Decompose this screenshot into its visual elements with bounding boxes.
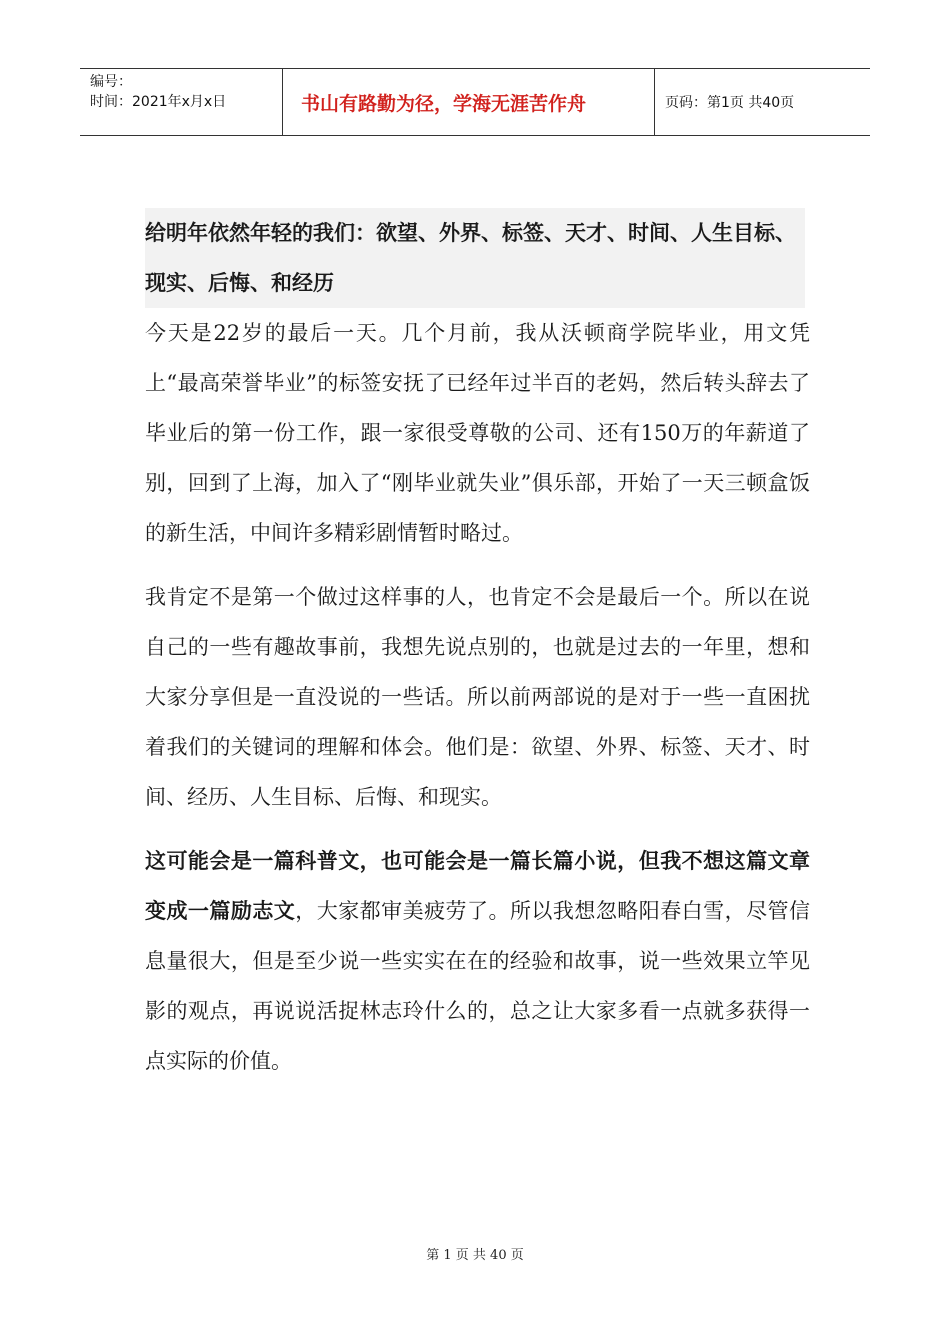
article-body bbox=[145, 208, 810, 1086]
paragraph-spacer bbox=[145, 558, 810, 572]
paragraph-spacer bbox=[145, 822, 810, 836]
paragraph-2: 我肯定不是第一个做过这样事的人，也肯定不会是最后一个。所以在说自己的一些有趣故事前，我想先说点别的，也就是过去的一年里，想和大家分享但是一直没说的一些话。所以前两部说的是对于一些一直困扰着我们的关键词的理解和体会。他们是：欲望、外界、标签、天才、时间、经历、人生目标、后悔、和现实。 bbox=[145, 585, 810, 809]
header-motto: 书山有路勤为径，学海无涯苦作舟 bbox=[283, 69, 655, 135]
page-footer: 第 1 页 共 40 页 bbox=[426, 1248, 524, 1263]
page-header bbox=[80, 68, 870, 136]
header-meta bbox=[80, 69, 283, 135]
header-page-info: 页码：第1页 共40页 bbox=[665, 95, 795, 111]
paragraph-3-bold: 这可能会是一篇科普文，也可能会是一篇长篇小说，但我不想这篇文章变成一篇励志文 bbox=[145, 849, 810, 923]
paragraph-1: 今天是22岁的最后一天。几个月前，我从沃顿商学院毕业，用文凭上“最高荣誉毕业”的标签安抚了已经年过半百的老妈，然后转头辞去了毕业后的第一份工作，跟一家很受尊敬的公司、还有150万的年薪道了别，回到了上海，加入了“刚毕业就失业”俱乐部，开始了一天三顿盒饭的新生活，中间许多精彩剧情暂时略过。 bbox=[145, 321, 810, 545]
paragraph-3 bbox=[145, 836, 810, 1086]
article-title: 给明年依然年轻的我们：欲望、外界、标签、天才、时间、人生目标、现实、后悔、和经历 bbox=[145, 208, 805, 308]
date-label: 时间：2021年x月x日 bbox=[90, 94, 227, 110]
serial-label: 编号： bbox=[90, 74, 132, 90]
paragraph-3-rest: ，大家都审美疲劳了。所以我想忽略阳春白雪，尽管信息量很大，但是至少说一些实实在在的经验和故事，说一些效果立竿见影的观点，再说说活捉林志玲什么的，总之让大家多看一点就多获得一点实际的价值。 bbox=[145, 899, 811, 1073]
